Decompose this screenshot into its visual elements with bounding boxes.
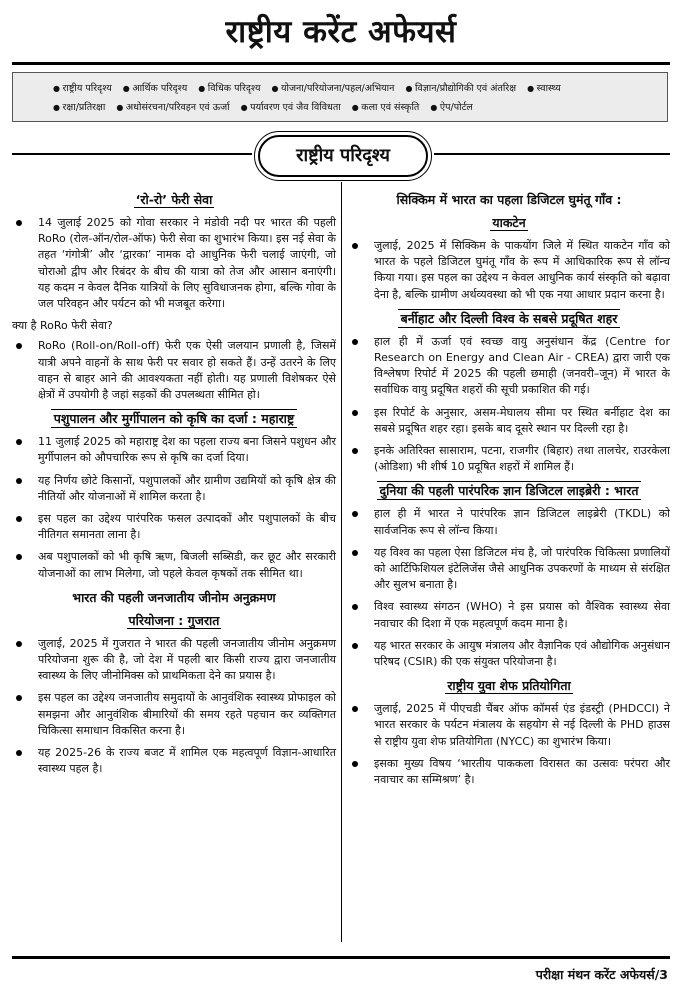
bullet-item: यह 2025-26 के राज्य बजट में शामिल एक महत्वपूर्ण विज्ञान-आधारित स्वास्थ्य पहल है। bbox=[12, 745, 336, 777]
article-heading: राष्ट्रीय युवा शेफ प्रतियोगिता bbox=[447, 678, 571, 694]
topic-item: ● कला एवं संस्कृति bbox=[352, 102, 420, 113]
article-heading-cont: परियोजना : गुजरात bbox=[128, 612, 220, 628]
topic-item: ● अधोसंरचना/परिवहन एवं ऊर्जा bbox=[116, 102, 229, 113]
article-heading: भारत की पहली जनजातीय जीनोम अनुक्रमण bbox=[72, 589, 276, 605]
banner-line-left bbox=[12, 153, 252, 155]
left-column bbox=[12, 186, 336, 783]
bullet-item: अब पशुपालकों को भी कृषि ऋण, बिजली सब्सिडी, कर छूट और सरकारी योजनाओं का लाभ मिलेगा, जो पहले केवल कृषकों तक सीमित था। bbox=[12, 549, 336, 581]
bullet-item: यह भारत सरकार के आयुष मंत्रालय और वैज्ञानिक एवं औद्योगिक अनुसंधान परिषद (CSIR) की एक संयुक्त परियोजना है। bbox=[348, 638, 670, 670]
article-heading: दुनिया की पहली पारंपरिक ज्ञान डिजिटल लाइब्रेरी : भारत bbox=[348, 481, 670, 500]
bullet-item: हाल ही में भारत ने पारंपरिक ज्ञान डिजिटल लाइब्रेरी (TKDL) को सार्वजनिक रूप से लॉन्च किया। bbox=[348, 506, 670, 538]
article-heading: ‘रो-रो’ फेरी सेवा bbox=[135, 192, 213, 207]
topic-item: ● ऐप/पोर्टल bbox=[430, 102, 472, 113]
bullet-item: हाल ही में ऊर्जा एवं स्वच्छ वायु अनुसंधान केंद्र (Centre for Research on Energy and Clean Air - CREA) द्वारा जारी एक विश्लेषण रिपोर्ट में 2025 की पहली छमाही (जनवरी–जून) में भारत के सर्वाधिक वायु प्रदूषित शहरों की सूची प्रकाशित की गई। bbox=[348, 334, 670, 399]
right-column bbox=[348, 186, 670, 794]
page-footer: परीक्षा मंथन करेंट अफेयर्स/3 bbox=[535, 967, 668, 982]
topic-item: ● विधिक परिदृश्य bbox=[198, 83, 260, 94]
bullet-item: इस रिपोर्ट के अनुसार, असम-मेघालय सीमा पर स्थित बर्नीहाट देश का सबसे प्रदूषित शहर रहा। इसके बाद दूसरे स्थान पर दिल्ली रहा है। bbox=[348, 405, 670, 437]
bullet-item: विश्व स्वास्थ्य संगठन (WHO) ने इस प्रयास को वैश्विक स्वास्थ्य सेवा नवाचार की दिशा में एक महत्वपूर्ण कदम माना है। bbox=[348, 599, 670, 631]
bullet-item: जुलाई, 2025 में पीएचडी चैंबर ऑफ कॉमर्स एंड इंडस्ट्री (PHDCCI) ने भारत सरकार के पर्यटन मंत्रालय के सहयोग से नई दिल्ली के PHD हाउस से राष्ट्रीय युवा शेफ प्रतियोगिता (NYCC) का शुभारंभ किया। bbox=[348, 701, 670, 750]
bullet-item: 14 जुलाई 2025 को गोवा सरकार ने मंडोवी नदी पर भारत की पहली RoRo (रोल-ऑन/रोल-ऑफ) फेरी सेवा का शुभारंभ किया। इस नई सेवा के तहत ‘गंगोत्री’ और ‘द्वारका’ नामक दो आधुनिक फेरी चलाई जाएंगी, जो चोराओ द्वीप और रिबंदर के बीच की यात्रा को तेज और आसान बनाएंगी। यह कदम न केवल दैनिक यात्रियों के लिए सुविधाजनक होगा, बल्कि गोवा के जल परिवहन और पर्यटन को भी मजबूत करेगा। bbox=[12, 215, 336, 312]
bullet-item: यह विश्व का पहला ऐसा डिजिटल मंच है, जो पारंपरिक चिकित्सा प्रणालियों को आर्टिफिशियल इंटेलिजेंस जैसे आधुनिक उपकरणों के माध्यम से संरक्षित और सुलभ बनाता है। bbox=[348, 545, 670, 594]
top-rule bbox=[12, 62, 670, 65]
article-heading: सिक्किम में भारत का पहला डिजिटल घुमंतू गाँव : bbox=[396, 192, 622, 207]
bullet-item: RoRo (Roll-on/Roll-off) फेरी एक ऐसी जलयान प्रणाली है, जिसमें यात्री अपने वाहनों के साथ फेरी पर सवार हो सकते हैं। उन्हें उतरने के लिए वाहन से बाहर आने की आवश्यकता नहीं होती। यह प्रणाली विशेषकर ऐसे क्षेत्रों में उपयोगी है जहां सड़कों की उपलब्धता सीमित हो। bbox=[12, 338, 336, 403]
bullet-item: इसका मुख्य विषय ‘भारतीय पाककला विरासत का उत्सवः परंपरा और नवाचार का सम्मिश्रण’ है। bbox=[348, 756, 670, 788]
topic-item: ● रक्षा/प्रतिरक्षा bbox=[53, 102, 105, 113]
sub-question: क्या है RoRo फेरी सेवा? bbox=[12, 319, 113, 333]
topic-item: ● स्वास्थ्य bbox=[527, 83, 561, 94]
bullet-item: इस पहल का उद्देश्य जनजातीय समुदायों के आनुवंशिक स्वास्थ्य प्रोफाइल को समझना और आनुवंशिक बीमारियों की समय रहते पहचान कर व्यक्तिगत चिकित्सा समाधान विकसित करना है। bbox=[12, 690, 336, 739]
banner-line-right bbox=[434, 153, 670, 155]
topic-item: ● विज्ञान/प्रौद्योगिकी एवं अंतरिक्ष bbox=[405, 83, 516, 94]
article-heading: बर्नीहाट और दिल्ली विश्व के सबसे प्रदूषित शहर bbox=[348, 309, 670, 328]
article-heading: पशुपालन और मुर्गीपालन को कृषि का दर्जा : महाराष्ट्र bbox=[12, 409, 336, 428]
article-heading-cont: याकटेन bbox=[492, 215, 526, 230]
bullet-item: यह निर्णय छोटे किसानों, पशुपालकों और ग्रामीण उद्यमियों को कृषि क्षेत्र की नीतियों और योजनाओं में शामिल करता है। bbox=[12, 473, 336, 505]
topics-box bbox=[12, 72, 668, 122]
bullet-item: इनके अतिरिक्त सासाराम, पटना, राजगीर (बिहार) तथा तालचेर, राउरकेला (ओडिशा) भी शीर्ष 10 प्रदूषित शहरों में शामिल हैं। bbox=[348, 443, 670, 475]
section-banner: राष्ट्रीय परिदृश्य bbox=[258, 135, 428, 177]
topic-item: ● राष्ट्रीय परिदृश्य bbox=[53, 83, 112, 94]
bullet-item: इस पहल का उद्देश्य पारंपरिक फसल उत्पादकों और पशुपालकों के बीच नीतिगत समानता लाना है। bbox=[12, 511, 336, 543]
page-title: राष्ट्रीय करेंट अफेयर्स bbox=[225, 14, 457, 50]
topic-item: ● योजना/परियोजना/पहल/अभियान bbox=[272, 83, 395, 94]
bullet-item: जुलाई, 2025 में सिक्किम के पाकयोंग जिले में स्थित याकटेन गाँव को भारत के पहले डिजिटल घुमंतू गाँव के रूप में आधिकारिक रूप से लॉन्च किया गया। इस पहल का उद्देश्य न केवल आधुनिक कार्य संस्कृति को बढ़ावा देना है, बल्कि ग्रामीण अर्थव्यवस्था को भी एक नया आधार प्रदान करना है। bbox=[348, 238, 670, 303]
bullet-item: जुलाई, 2025 में गुजरात ने भारत की पहली जनजातीय जीनोम अनुक्रमण परियोजना शुरू की है, जो देश में पहली बार किसी राज्य द्वारा जनजातीय स्वास्थ्य के लिए जीनोमिक्स को प्राथमिकता देने का प्रयास है। bbox=[12, 636, 336, 685]
topic-item: ● आर्थिक परिदृश्य bbox=[123, 83, 187, 94]
topic-item: ● पर्यावरण एवं जैव विविधता bbox=[241, 102, 341, 113]
bullet-item: 11 जुलाई 2025 को महाराष्ट्र देश का पहला राज्य बना जिसने पशुधन और मुर्गीपालन को औपचारिक रूप से कृषि का दर्जा दिया। bbox=[12, 434, 336, 466]
column-divider bbox=[341, 182, 342, 942]
bottom-rule bbox=[12, 956, 670, 959]
